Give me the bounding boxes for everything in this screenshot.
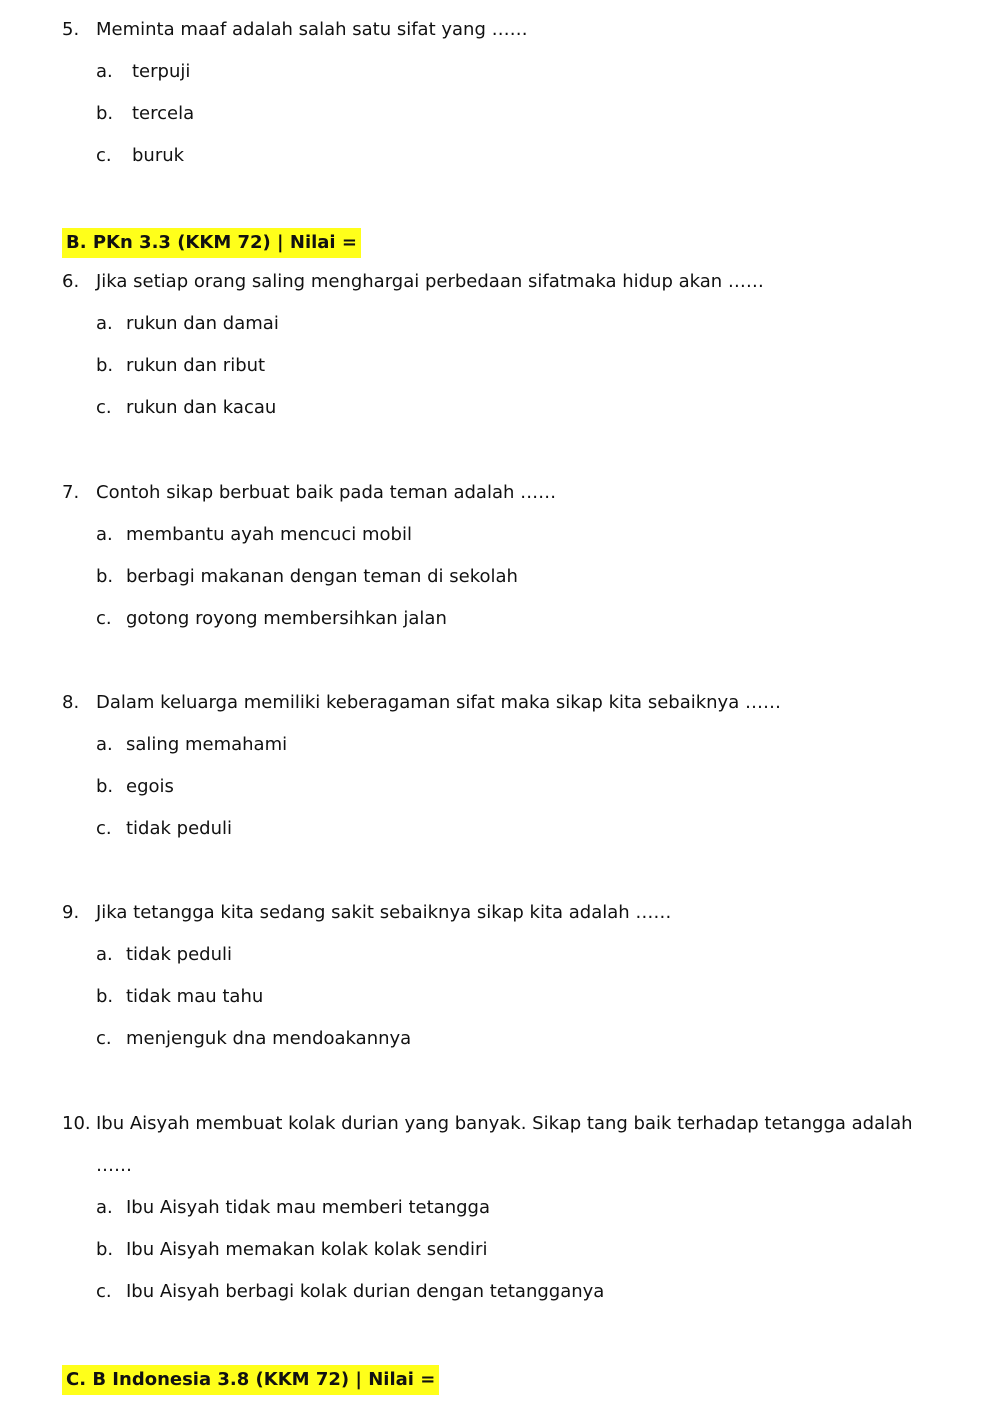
option-text: rukun dan damai — [126, 313, 279, 334]
option-letter: a. — [96, 524, 113, 545]
option-letter: b. — [96, 103, 114, 124]
option-text: Ibu Aisyah berbagi kolak durian dengan tetangganya — [126, 1281, 605, 1302]
option-letter: c. — [96, 818, 112, 839]
option-text: saling memahami — [126, 734, 288, 755]
option-letter: c. — [96, 1028, 112, 1049]
question-text: Dalam keluarga memiliki keberagaman sifat maka sikap kita sebaiknya …… — [96, 692, 781, 713]
option-letter: c. — [96, 1281, 112, 1302]
option-text: egois — [126, 776, 174, 797]
option-text: berbagi makanan dengan teman di sekolah — [126, 566, 518, 587]
option-text: tidak mau tahu — [126, 986, 264, 1007]
question-text: Jika setiap orang saling menghargai perbedaan sifatmaka hidup akan …… — [96, 271, 764, 292]
option-text: Ibu Aisyah memakan kolak kolak sendiri — [126, 1239, 488, 1260]
option-text: rukun dan ribut — [126, 355, 266, 376]
question-number: 8. — [62, 692, 80, 713]
option-text: membantu ayah mencuci mobil — [126, 524, 412, 545]
question-number: 10. — [62, 1113, 91, 1134]
option-text: tidak peduli — [126, 818, 232, 839]
section-header: C. B Indonesia 3.8 (KKM 72) | Nilai = — [62, 1365, 439, 1395]
question-number: 9. — [62, 902, 80, 923]
option-letter: b. — [96, 566, 114, 587]
option-text: menjenguk dna mendoakannya — [126, 1028, 412, 1049]
option-text: tercela — [132, 103, 195, 124]
option-letter: b. — [96, 1239, 114, 1260]
option-text: gotong royong membersihkan jalan — [126, 608, 447, 629]
option-letter: c. — [96, 145, 112, 166]
option-text: tidak peduli — [126, 944, 232, 965]
option-text: rukun dan kacau — [126, 397, 277, 418]
option-letter: b. — [96, 986, 114, 1007]
option-letter: a. — [96, 1197, 113, 1218]
option-letter: a. — [96, 944, 113, 965]
question-number: 6. — [62, 271, 80, 292]
option-text: Ibu Aisyah tidak mau memberi tetangga — [126, 1197, 490, 1218]
option-letter: b. — [96, 355, 114, 376]
option-letter: c. — [96, 397, 112, 418]
option-letter: a. — [96, 734, 113, 755]
option-letter: b. — [96, 776, 114, 797]
question-continuation: …… — [96, 1155, 132, 1176]
option-letter: c. — [96, 608, 112, 629]
question-number: 5. — [62, 19, 80, 40]
question-text: Ibu Aisyah membuat kolak durian yang banyak. Sikap tang baik terhadap tetangga adalah — [96, 1113, 913, 1134]
option-letter: a. — [96, 61, 113, 82]
section-header: B. PKn 3.3 (KKM 72) | Nilai = — [62, 228, 361, 258]
option-text: buruk — [132, 145, 185, 166]
option-text: terpuji — [132, 61, 191, 82]
question-number: 7. — [62, 482, 80, 503]
question-text: Jika tetangga kita sedang sakit sebaiknya sikap kita adalah …… — [96, 902, 672, 923]
question-text: Contoh sikap berbuat baik pada teman adalah …… — [96, 482, 557, 503]
option-letter: a. — [96, 313, 113, 334]
question-text: Meminta maaf adalah salah satu sifat yang …… — [96, 19, 528, 40]
